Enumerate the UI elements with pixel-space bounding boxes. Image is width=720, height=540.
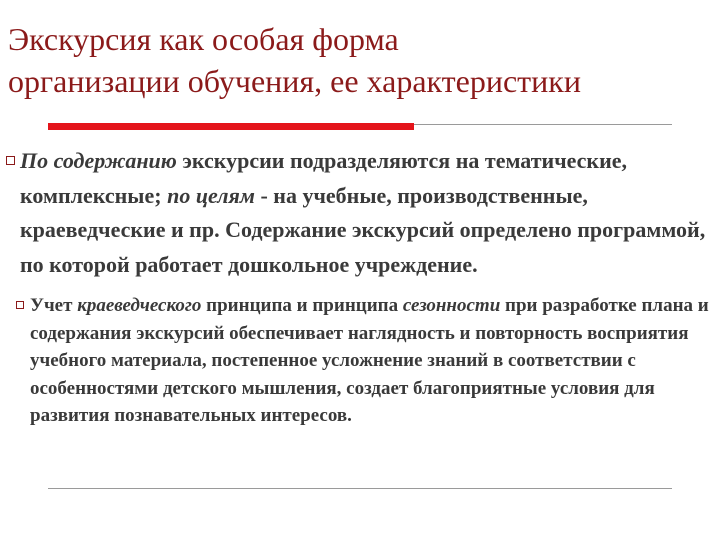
paragraph-principles (30, 292, 712, 430)
emphasis-local-history: краеведческого (77, 295, 202, 316)
emphasis-by-content: По содержанию (20, 148, 177, 173)
emphasis-seasonality: сезонности (402, 295, 501, 316)
slide-title (8, 18, 714, 102)
content-list (6, 144, 712, 430)
paragraph-content-classification (20, 144, 712, 282)
slide-title-line-1: Экскурсия как особая форма (8, 21, 399, 57)
bottom-thin-rule (48, 488, 672, 489)
text-segment: при разработке плана и содержания экскурсий обеспечивает наглядность и повторность восприятия учебного материала, постепенное усложнение знаний в соответствии с особенностями детского мышления, создает благоприятные условия для развития познавательных интересов. (30, 295, 709, 427)
text-segment: Учет (30, 295, 78, 316)
list-item-principles (16, 292, 712, 430)
title-thin-rule (414, 124, 672, 125)
text-segment: экскурсии подразделяются на тематические, комплексные; (20, 148, 628, 208)
text-segment: принципа и принципа (201, 295, 403, 316)
list-item-content-classification (6, 144, 712, 282)
title-accent-rule (48, 123, 414, 130)
text-segment: - на учебные, производственные, краеведческие и пр. Содержание экскурсий определено программой, по которой работает дошкольное учреждение. (20, 182, 706, 277)
slide-title-line-2: организации обучения, ее характеристики (8, 63, 581, 99)
emphasis-by-goals: по целям (167, 182, 255, 208)
